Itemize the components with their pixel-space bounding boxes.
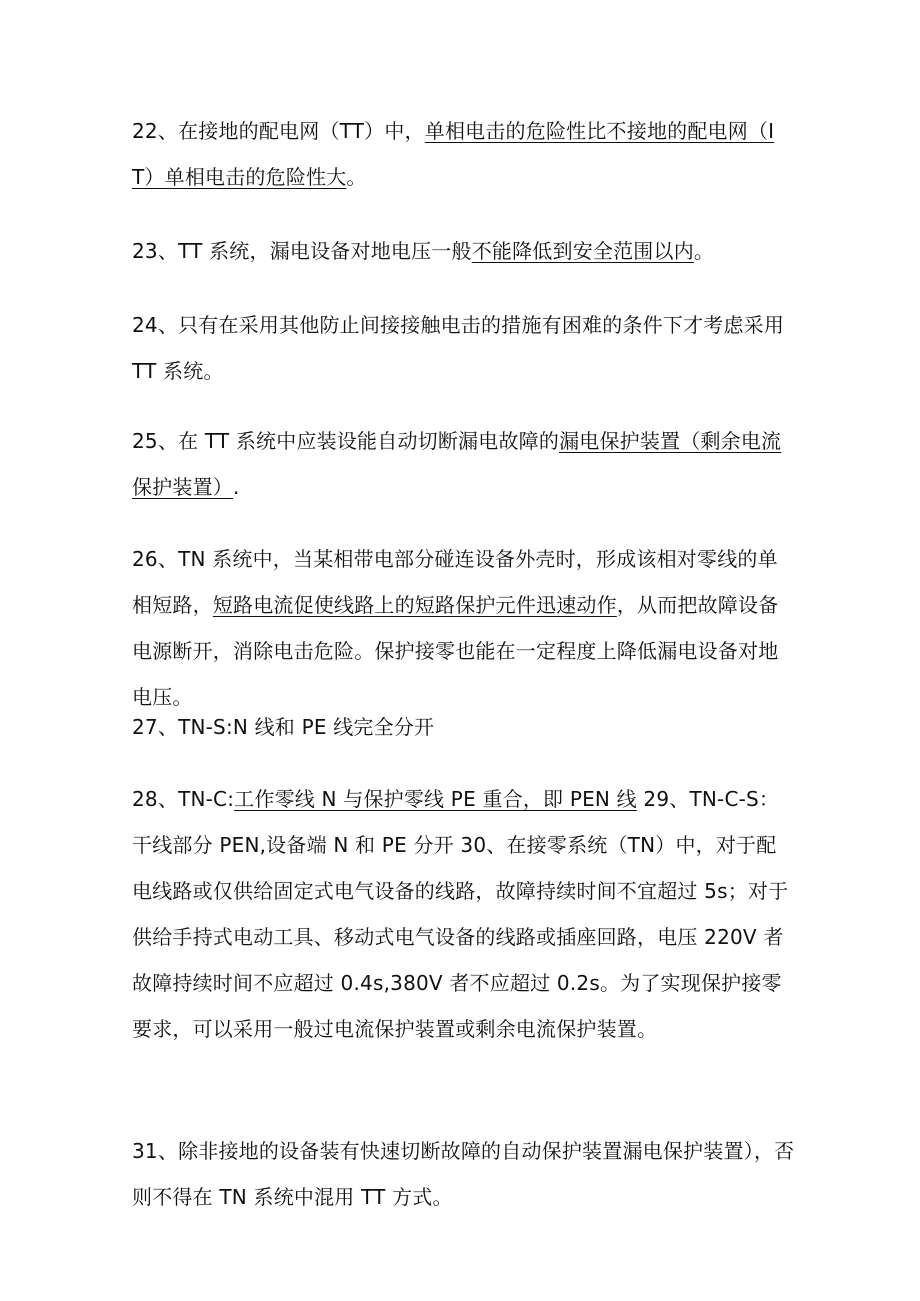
paragraph-text: TN-C: — [178, 787, 235, 811]
paragraph-24 — [132, 302, 796, 394]
item-number: 31、 — [132, 1139, 179, 1163]
paragraph-26 — [132, 536, 796, 720]
paragraph-27 — [132, 704, 796, 750]
underlined-answer: 工作零线 N 与保护零线 PE 重合，即 PEN 线 — [234, 787, 637, 811]
paragraph-text: 只有在采用其他防止间接接触电击的措施有困难的条件下才考虑采用 TT 系统。 — [132, 313, 785, 383]
paragraph-text-end: ，从而把故障设备电源断开，消除电击危险。保护接零也能在一定程度上降低漏电设备对地电压。 — [132, 593, 779, 709]
paragraph-text: TN 系统中，当某相带电部分碰连设备外壳时，形成该相对零线的单相短路， — [132, 547, 778, 617]
paragraph-text-end: 。 — [346, 165, 367, 189]
paragraph-text: 除非接地的设备装有快速切断故障的自动保护装置漏电保护装置），否则不得在 TN 系统中混用 TT 方式。 — [132, 1139, 795, 1209]
paragraph-text-end: 。 — [693, 239, 715, 263]
paragraph-text: TN-S:N 线和 PE 线完全分开 — [178, 715, 435, 739]
paragraph-text: 在接地的配电网（TT）中， — [178, 119, 425, 143]
item-number: 22、 — [132, 119, 179, 143]
underlined-answer: 漏电保护装置（剩余电流保护装置） — [132, 429, 782, 499]
item-number: 28、 — [132, 787, 179, 811]
paragraph-28 — [132, 776, 796, 1052]
paragraph-31 — [132, 1128, 796, 1220]
underlined-answer: 短路电流促使线路上的短路保护元件迅速动作 — [212, 593, 617, 617]
paragraph-text: 在 TT 系统中应装设能自动切断漏电故障的 — [178, 429, 560, 453]
paragraph-text-end: 29、TN-C-S：干线部分 PEN,设备端 N 和 PE 分开 30、在接零系统（TN）中，对于配电线路或仅供给固定式电气设备的线路，故障持续时间不宜超过 5s；对于供给手持式电动工具、移动式电气设备的线路或插座回路，电压 220V 者故障持续时间不应超过 0.4s,380V 者不应超过 0.2s。为了实现保护接零要求，可以采用一般过电流保护装置或剩余电流保护装置。 — [132, 787, 789, 1041]
underlined-answer: 单相电击的危险性比不接地的配电网（IT）单相电击的危险性大 — [132, 119, 775, 189]
item-number: 23、 — [132, 239, 179, 263]
item-number: 25、 — [132, 429, 179, 453]
paragraph-23 — [132, 228, 796, 274]
paragraph-text: TT 系统，漏电设备对地电压一般 — [178, 239, 472, 263]
underlined-answer: 不能降低到安全范围以内 — [471, 239, 694, 263]
paragraph-25 — [132, 418, 796, 510]
paragraph-text-end: . — [233, 475, 240, 499]
paragraph-22 — [132, 108, 796, 200]
item-number: 26、 — [132, 547, 179, 571]
item-number: 24、 — [132, 313, 179, 337]
item-number: 27、 — [132, 715, 179, 739]
